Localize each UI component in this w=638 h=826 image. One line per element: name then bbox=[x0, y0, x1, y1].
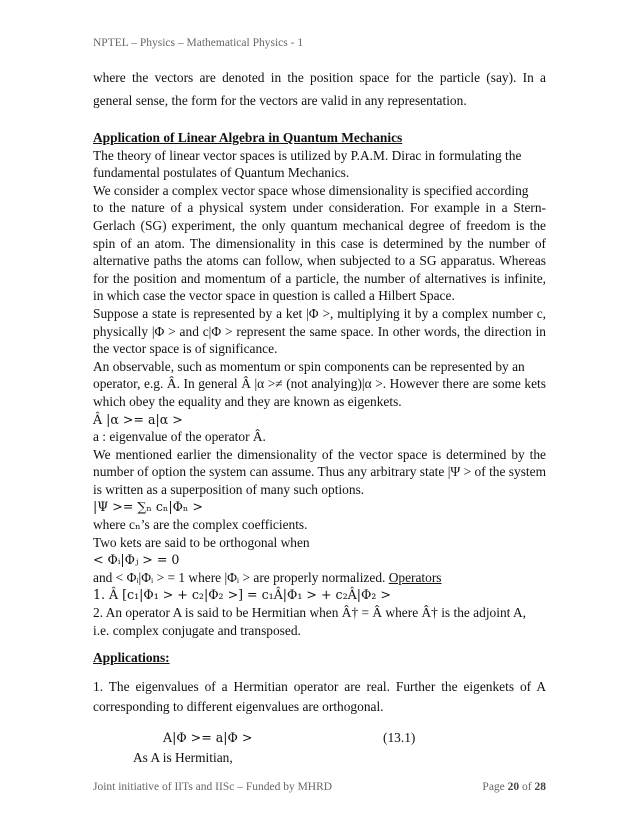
equation-superposition: |Ψ >= ∑ₙ cₙ|Φₙ > bbox=[93, 499, 203, 515]
equation-13-1 bbox=[93, 727, 546, 749]
page-body bbox=[93, 66, 546, 766]
list-item-hermitian: 2. An operator A is said to be Hermitian when Â† = Â where Â† is the adjoint A, bbox=[93, 605, 527, 621]
paragraph-superposition: We mentioned earlier the dimensionality of the vector space is determined by the number of option the system can assume. Thus any arbitrary state |Ψ > of the system is written as a superposition of many such options. bbox=[93, 446, 546, 497]
paragraph-dimensionality-rest: to the nature of a physical system under consideration. For example in a Stern-Gerlach (SG) experiment, the only quantum mechanical degree of freedom is the spin of an atom. The dimensionality in this case is determined by the number of alternative paths the atoms can follow, when subjected to a SG apparatus. Whereas for the position and momentum of a particle, the number of alternatives is infinite, in which case the vector space in question is called a Hilbert Space. bbox=[93, 200, 546, 304]
footer-page-number bbox=[482, 781, 546, 793]
paragraph-dirac-line1: The theory of linear vector spaces is utilized by P.A.M. Dirac in formulating the bbox=[93, 147, 522, 163]
paragraph-observable-rest: operator, e.g. Â. In general Â |α >≠ (not analying)|α >. However there are some kets which obey the equality and they are known as eigenkets. bbox=[93, 376, 546, 409]
footer-credit: Joint initiative of IITs and IISc – Funded by MHRD bbox=[93, 781, 333, 793]
orthogonal-intro: Two kets are said to be orthogonal when bbox=[93, 534, 310, 550]
page-header: NPTEL – Physics – Mathematical Physics - 1 bbox=[93, 37, 304, 49]
paragraph-observable-line1: An observable, such as momentum or spin components can be represented by an bbox=[93, 358, 525, 374]
paragraph-dimensionality-line1: We consider a complex vector space whose dimensionality is specified according bbox=[93, 182, 529, 198]
equation-orthogonal: < Φᵢ|Φⱼ > = 0 bbox=[93, 552, 180, 568]
page-prefix: Page bbox=[482, 781, 508, 793]
equation-13-1-expr: A|Φ >= a|Φ > bbox=[163, 729, 253, 745]
application-1: 1. The eigenvalues of a Hermitian operator are real. Further the eigenkets of A corresponding to different eigenvalues are orthogonal. bbox=[93, 678, 546, 714]
page-num: 20 bbox=[507, 781, 520, 793]
normalization-text: and < Φᵢ|Φᵢ > = 1 where |Φᵢ > are properly normalized. bbox=[93, 569, 389, 585]
equation-13-1-number: (13.1) bbox=[383, 729, 416, 745]
equation-eigen: Â |α >= a|α > bbox=[93, 411, 183, 427]
coefficients-text: where cₙ’s are the complex coefficients. bbox=[93, 517, 308, 533]
page-total: 28 bbox=[534, 781, 546, 793]
normalization-line bbox=[93, 569, 546, 587]
paragraph-ket: Suppose a state is represented by a ket |Φ >, multiplying it by a complex number c, physically |Φ > and c|Φ > represent the same space. In other words, the direction in the vector space is of significance. bbox=[93, 305, 546, 357]
eigenvalue-definition: a : eigenvalue of the operator Â. bbox=[93, 429, 266, 445]
as-hermitian-text: As A is Hermitian, bbox=[133, 749, 233, 765]
page-of: of bbox=[519, 781, 535, 793]
section-title: Application of Linear Algebra in Quantum Mechanics bbox=[93, 130, 403, 145]
paragraph-dirac-line2: fundamental postulates of Quantum Mechanics. bbox=[93, 165, 350, 181]
intro-paragraph: where the vectors are denoted in the position space for the particle (say). In a general sense, the form for the vectors are valid in any representation. bbox=[93, 70, 546, 108]
applications-title: Applications: bbox=[93, 650, 170, 666]
list-item-hermitian-cont: i.e. complex conjugate and transposed. bbox=[93, 622, 301, 638]
operators-link[interactable]: Operators bbox=[388, 569, 442, 585]
list-item-linearity: 1. Â [c₁|Φ₁ > + c₂|Φ₂ >] = c₁Â|Φ₁ > + c₂Â|Φ₂ > bbox=[93, 587, 391, 603]
